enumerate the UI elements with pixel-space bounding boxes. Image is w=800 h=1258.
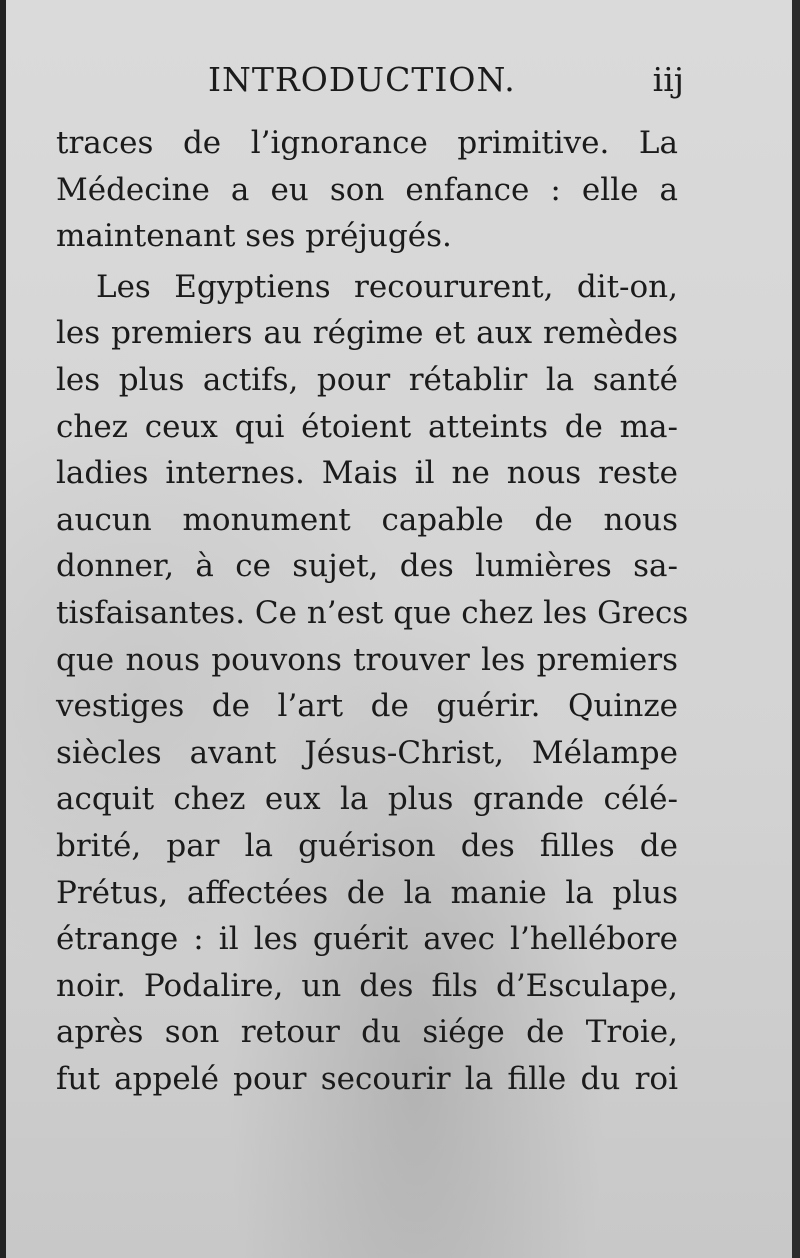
paragraph bbox=[56, 264, 689, 1103]
paragraph bbox=[56, 120, 678, 260]
text-line: vestiges de l’art de guérir. Quinze bbox=[56, 688, 678, 725]
text-line: siècles avant Jésus-Christ, Mélampe bbox=[56, 734, 678, 771]
text-line: Les Egyptiens recoururent, dit-on, bbox=[96, 268, 678, 305]
text-line: Prétus, affectées de la manie la plus bbox=[56, 874, 678, 911]
text-line: fut appelé pour secourir la fille du roi bbox=[56, 1060, 678, 1097]
text-line: noir. Podalire, un des fils d’Esculape, bbox=[56, 967, 678, 1004]
page-edge-right bbox=[792, 0, 800, 1258]
text-line: aucun monument capable de nous bbox=[56, 501, 678, 538]
text-line: maintenant ses préjugés. bbox=[56, 218, 452, 255]
text-line: traces de l’ignorance primitive. La bbox=[56, 125, 678, 161]
body-text bbox=[56, 120, 689, 1102]
text-line: les plus actifs, pour rétablir la santé bbox=[56, 361, 678, 398]
text-line: Médecine a eu son enfance : elle a bbox=[56, 171, 678, 208]
page-edge-left bbox=[0, 0, 6, 1258]
text-line: étrange : il les guérit avec l’hellébore bbox=[56, 921, 678, 958]
text-line: acquit chez eux la plus grande célé- bbox=[56, 781, 678, 818]
text-line: les premiers au régime et aux remèdes bbox=[56, 315, 678, 352]
text-line: que nous pouvons trouver les premiers bbox=[56, 641, 678, 678]
text-line: après son retour du siége de Troie, bbox=[56, 1014, 678, 1051]
text-line: brité, par la guérison des filles de bbox=[56, 827, 678, 864]
text-line: tisfaisantes. Ce n’est que chez les Grecs bbox=[56, 594, 689, 631]
page-number: iij bbox=[652, 60, 684, 99]
page-header bbox=[56, 56, 684, 104]
text-line: ladies internes. Mais il ne nous reste bbox=[56, 455, 678, 492]
text-line: chez ceux qui étoient atteints de ma- bbox=[56, 408, 678, 445]
running-title: INTRODUCTION. bbox=[208, 60, 516, 99]
text-line: donner, à ce sujet, des lumières sa- bbox=[56, 548, 678, 585]
